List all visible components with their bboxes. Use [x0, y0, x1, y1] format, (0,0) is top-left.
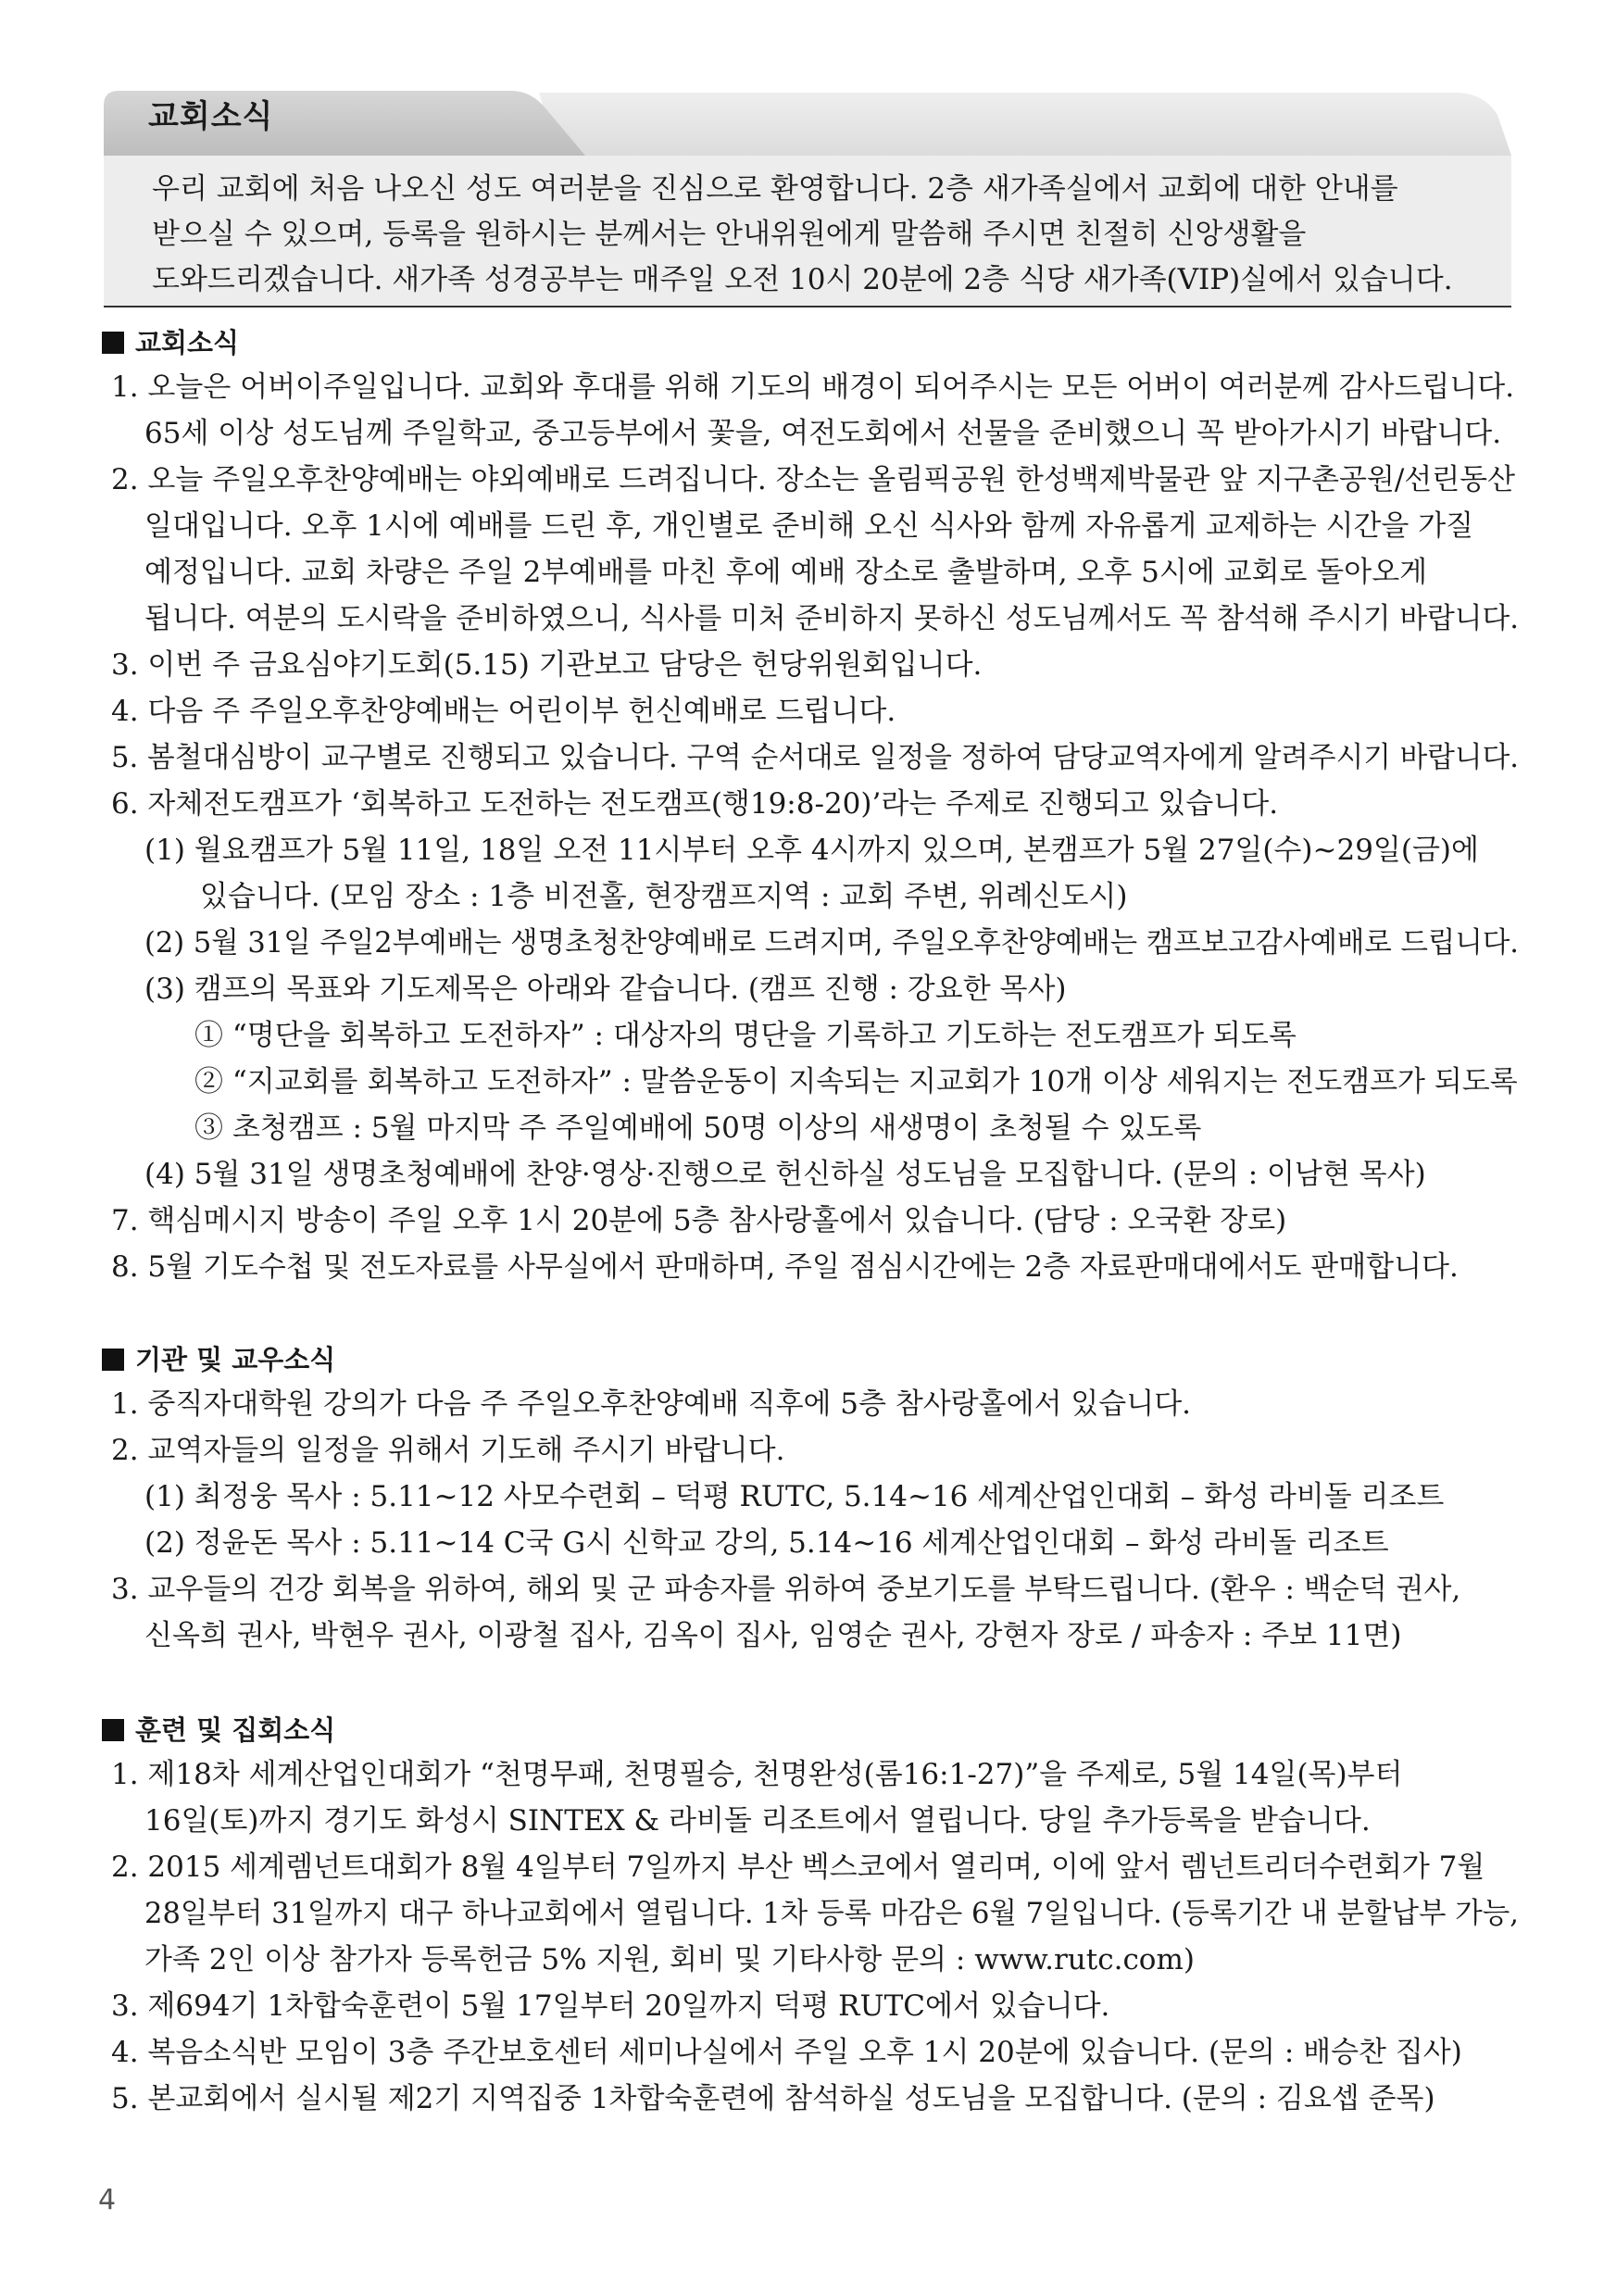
section-title: 훈련 및 집회소식	[135, 1714, 336, 1746]
square-bullet-icon	[102, 1719, 124, 1741]
news-line: (2) 5월 31일 주일2부예배는 생명초청찬양예배로 드려지며, 주일오후찬양예배는 캠프보고감사예배로 드립니다.	[144, 926, 1519, 960]
news-line: 4. 다음 주 주일오후찬양예배는 어린이부 헌신예배로 드립니다.	[111, 695, 896, 728]
welcome-line: 도와드리겠습니다. 새가족 성경공부는 매주일 오전 10시 20분에 2층 식당 새가족(VIP)실에서 있습니다.	[152, 263, 1453, 296]
welcome-text	[152, 167, 1485, 303]
news-line: 됩니다. 여분의 도시락을 준비하였으니, 식사를 미처 준비하지 못하신 성도님께서도 꼭 참석해 주시기 바랍니다.	[144, 602, 1520, 635]
news-line: 2. 교역자들의 일정을 위해서 기도해 주시기 바랍니다.	[111, 1434, 785, 1467]
welcome-box	[104, 156, 1511, 307]
welcome-line: 우리 교회에 처음 나오신 성도 여러분을 진심으로 환영합니다. 2층 새가족실에서 교회에 대한 안내를	[152, 172, 1398, 206]
page-title: 교회소식	[148, 98, 274, 135]
news-line: 4. 복음소식반 모임이 3층 주간보호센터 세미나실에서 주일 오후 1시 20분에 있습니다. (문의 : 배승찬 집사)	[111, 2036, 1462, 2069]
news-line: (1) 최정웅 목사 : 5.11~12 사모수련회 – 덕평 RUTC, 5.14~16 세계산업인대회 – 화성 라비돌 리조트	[144, 1480, 1445, 1513]
news-line: 28일부터 31일까지 대구 하나교회에서 열립니다. 1차 등록 마감은 6월 7일입니다. (등록기간 내 분할납부 가능,	[144, 1897, 1519, 1930]
news-line: ① “명단을 회복하고 도전하자” : 대상자의 명단을 기록하고 기도하는 전도캠프가 되도록	[194, 1019, 1297, 1052]
header-tab-shape	[104, 78, 1511, 156]
news-line: 5. 봄철대심방이 교구별로 진행되고 있습니다. 구역 순서대로 일정을 정하여 담당교역자에게 알려주시기 바랍니다.	[111, 741, 1520, 774]
news-line: 1. 오늘은 어버이주일입니다. 교회와 후대를 위해 기도의 배경이 되어주시는 모든 어버이 여러분께 감사드립니다.	[111, 370, 1515, 404]
news-line: 1. 제18차 세계산업인대회가 “천명무패, 천명필승, 천명완성(롬16:1-27)”을 주제로, 5월 14일(목)부터	[111, 1758, 1403, 1791]
section-heading-training-news	[102, 1710, 335, 1748]
section-heading-members-news	[102, 1339, 335, 1377]
news-line: 3. 교우들의 건강 회복을 위하여, 해외 및 군 파송자를 위하여 중보기도를 부탁드립니다. (환우 : 백순덕 권사,	[111, 1573, 1461, 1606]
news-line: 8. 5월 기도수첩 및 전도자료를 사무실에서 판매하며, 주일 점심시간에는 2층 자료판매대에서도 판매합니다.	[111, 1250, 1459, 1284]
news-line: (1) 월요캠프가 5월 11일, 18일 오전 11시부터 오후 4시까지 있으며, 본캠프가 5월 27일(수)~29일(금)에	[144, 834, 1479, 867]
news-line: 신옥희 권사, 박현우 권사, 이광철 집사, 김옥이 집사, 임영순 권사, 강현자 장로 / 파송자 : 주보 11면)	[144, 1619, 1402, 1652]
news-line: ③ 초청캠프 : 5월 마지막 주 주일예배에 50명 이상의 새생명이 초청될 수 있도록	[194, 1111, 1202, 1145]
news-line: 16일(토)까지 경기도 화성시 SINTEX & 라비돌 리조트에서 열립니다. 당일 추가등록을 받습니다.	[144, 1804, 1371, 1838]
square-bullet-icon	[102, 332, 124, 354]
section-title: 교회소식	[135, 327, 240, 358]
news-line: 1. 중직자대학원 강의가 다음 주 주일오후찬양예배 직후에 5층 참사랑홀에서 있습니다.	[111, 1387, 1192, 1421]
news-line: (2) 정윤돈 목사 : 5.11~14 C국 G시 신학교 강의, 5.14~16 세계산업인대회 – 화성 라비돌 리조트	[144, 1526, 1389, 1560]
section-heading-church-news	[102, 322, 239, 360]
section-title: 기관 및 교우소식	[135, 1344, 336, 1375]
welcome-line: 받으실 수 있으며, 등록을 원하시는 분께서는 안내위원에게 말씀해 주시면 친절히 신앙생활을	[152, 218, 1307, 251]
news-line: (4) 5월 31일 생명초청예배에 찬양·영상·진행으로 헌신하실 성도님을 모집합니다. (문의 : 이남현 목사)	[144, 1158, 1426, 1191]
news-line: 65세 이상 성도님께 주일학교, 중고등부에서 꽃을, 여전도회에서 선물을 준비했으니 꼭 받아가시기 바랍니다.	[144, 417, 1502, 450]
news-line: 7. 핵심메시지 방송이 주일 오후 1시 20분에 5층 참사랑홀에서 있습니다. (담당 : 오국환 장로)	[111, 1204, 1287, 1237]
news-line: (3) 캠프의 목표와 기도제목은 아래와 같습니다. (캠프 진행 : 강요한 목사)	[144, 972, 1067, 1006]
news-line: 3. 이번 주 금요심야기도회(5.15) 기관보고 담당은 헌당위원회입니다.	[111, 648, 983, 682]
news-line: 있습니다. (모임 장소 : 1층 비전홀, 현장캠프지역 : 교회 주변, 위례신도시)	[200, 880, 1128, 913]
news-line: 일대입니다. 오후 1시에 예배를 드린 후, 개인별로 준비해 오신 식사와 함께 자유롭게 교제하는 시간을 가질	[144, 509, 1474, 543]
news-line: 6. 자체전도캠프가 ‘회복하고 도전하는 전도캠프(행19:8-20)’라는 주제로 진행되고 있습니다.	[111, 787, 1279, 821]
news-line: 3. 제694기 1차합숙훈련이 5월 17일부터 20일까지 덕평 RUTC에서 있습니다.	[111, 1989, 1110, 2023]
news-line: 5. 본교회에서 실시될 제2기 지역집중 1차합숙훈련에 참석하실 성도님을 모집합니다. (문의 : 김요셉 준목)	[111, 2082, 1435, 2115]
news-line: ② “지교회를 회복하고 도전하자” : 말씀운동이 지속되는 지교회가 10개 이상 세워지는 전도캠프가 되도록	[194, 1065, 1518, 1098]
page-number: 4	[98, 2184, 117, 2216]
news-line: 2. 2015 세계렘넌트대회가 8월 4일부터 7일까지 부산 벡스코에서 열리며, 이에 앞서 렘넌트리더수련회가 7월	[111, 1851, 1485, 1884]
square-bullet-icon	[102, 1349, 124, 1371]
news-line: 2. 오늘 주일오후찬양예배는 야외예배로 드려집니다. 장소는 올림픽공원 한성백제박물관 앞 지구촌공원/선린동산	[111, 463, 1516, 496]
news-line: 예정입니다. 교회 차량은 주일 2부예배를 마친 후에 예배 장소로 출발하며, 오후 5시에 교회로 돌아오게	[144, 556, 1428, 589]
news-line: 가족 2인 이상 참가자 등록헌금 5% 지원, 회비 및 기타사항 문의 : www.rutc.com)	[144, 1943, 1195, 1976]
